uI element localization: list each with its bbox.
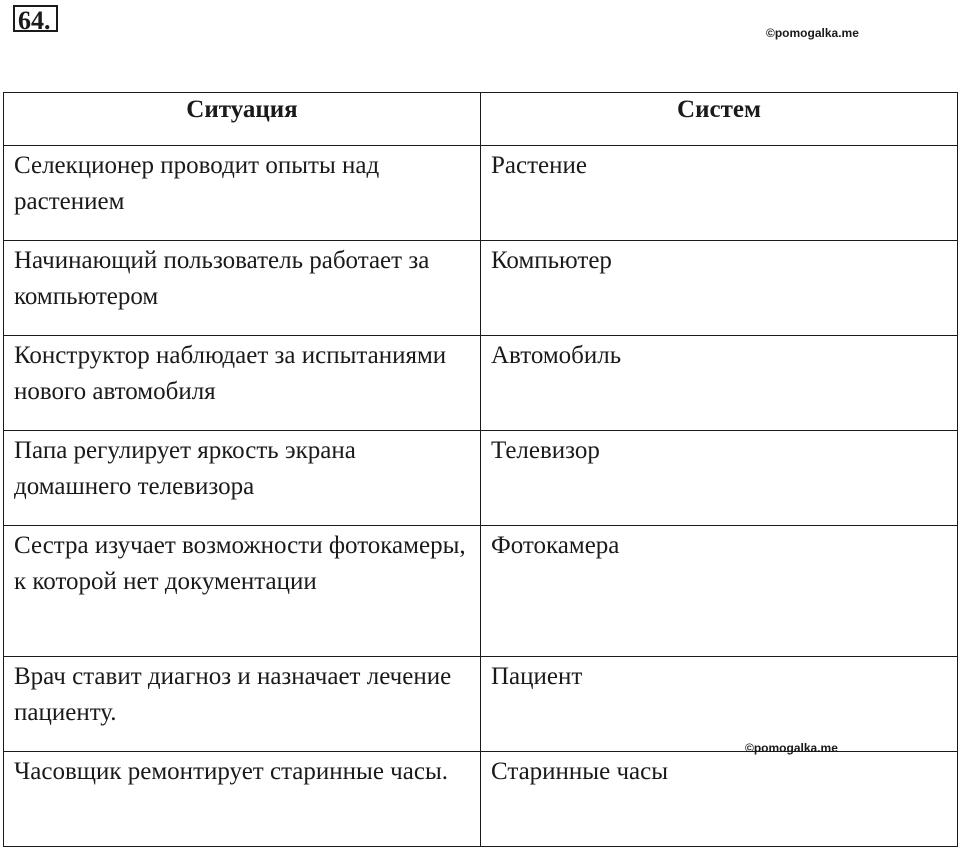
table-row	[4, 752, 958, 847]
table-row	[4, 657, 958, 752]
situation-cell: Конструктор наблюдает за испытаниями нового автомобиля	[4, 336, 481, 431]
situation-cell: Папа регулирует яркость экрана домашнего телевизора	[4, 431, 481, 526]
situation-cell: Селекционер проводит опыты над растением	[4, 146, 481, 241]
header-system: Систем	[481, 93, 958, 146]
system-cell: Телевизор	[481, 431, 958, 526]
system-cell: Фотокамера	[481, 526, 958, 657]
watermark-top: ©pomogalka.me	[766, 26, 859, 40]
situation-system-table	[3, 92, 958, 847]
system-cell: Пациент	[481, 657, 958, 752]
system-cell: Старинные часы	[481, 752, 958, 847]
task-number	[13, 5, 58, 35]
task-number-value: 64	[18, 6, 44, 35]
situation-cell: Часовщик ремонтирует старинные часы.	[4, 752, 481, 847]
watermark-mid: ©pomogalka.me	[745, 741, 838, 755]
table-header-row	[4, 93, 958, 146]
table-row	[4, 526, 958, 657]
system-cell: Автомобиль	[481, 336, 958, 431]
table-row	[4, 146, 958, 241]
situation-cell: Сестра изучает возможности фотокамеры, к которой нет документации	[4, 526, 481, 657]
table-row	[4, 431, 958, 526]
situation-cell: Начинающий пользователь работает за компьютером	[4, 241, 481, 336]
task-number-dot: .	[44, 6, 51, 35]
header-situation: Ситуация	[4, 93, 481, 146]
system-cell: Компьютер	[481, 241, 958, 336]
table-row	[4, 241, 958, 336]
situation-cell: Врач ставит диагноз и назначает лечение пациенту.	[4, 657, 481, 752]
system-cell: Растение	[481, 146, 958, 241]
table-row	[4, 336, 958, 431]
